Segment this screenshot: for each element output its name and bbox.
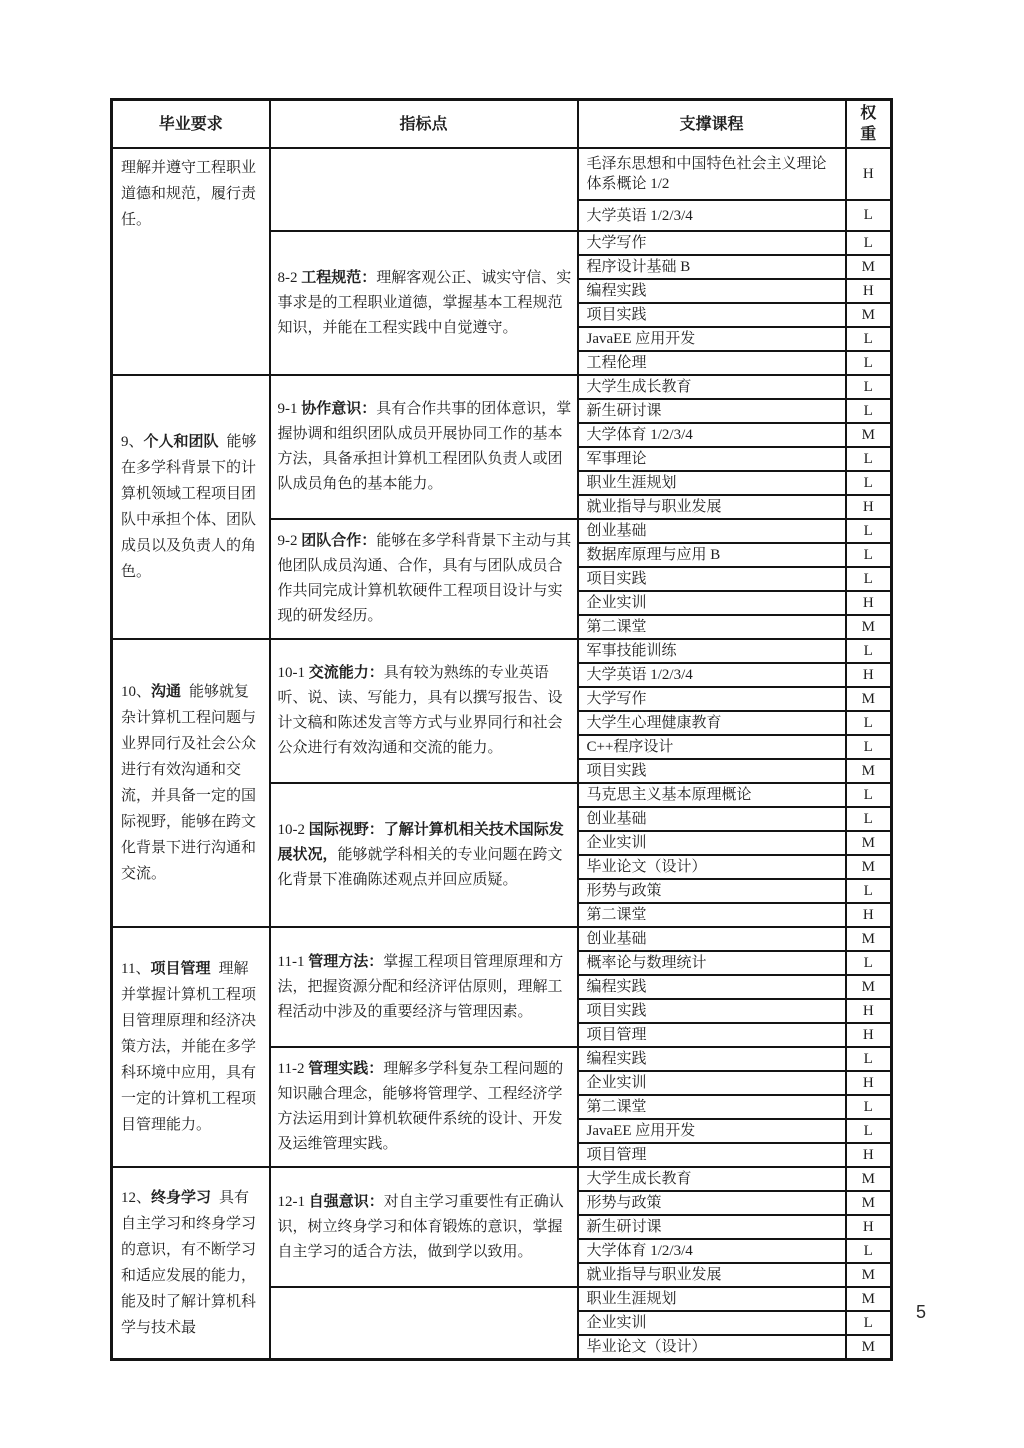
course-weight: H bbox=[846, 148, 892, 200]
requirement-cell bbox=[112, 375, 270, 639]
course-name: 项目管理 bbox=[578, 1023, 846, 1047]
table-header bbox=[112, 100, 892, 149]
course-name: 大学体育 1/2/3/4 bbox=[578, 423, 846, 447]
indicator-cell bbox=[270, 375, 578, 519]
requirement-cell bbox=[112, 927, 270, 1167]
course-name: 创业基础 bbox=[578, 927, 846, 951]
indicator-label: 自强意识： bbox=[308, 1193, 384, 1210]
course-name: 项目实践 bbox=[578, 303, 846, 327]
course-weight: L bbox=[846, 639, 892, 663]
course-weight: M bbox=[846, 759, 892, 783]
course-weight: H bbox=[846, 591, 892, 615]
course-weight: L bbox=[846, 447, 892, 471]
indicator-label: 协作意识： bbox=[301, 401, 377, 417]
course-name: 马克思主义基本原理概论 bbox=[578, 783, 846, 807]
course-weight: H bbox=[846, 1023, 892, 1047]
course-name: 第二课堂 bbox=[578, 903, 846, 927]
course-weight: H bbox=[846, 1071, 892, 1095]
course-weight: L bbox=[846, 783, 892, 807]
course-name: 企业实训 bbox=[578, 831, 846, 855]
course-name: 毛泽东思想和中国特色社会主义理论体系概论 1/2 bbox=[578, 148, 846, 200]
indicator-number: 10-1 bbox=[277, 665, 309, 681]
course-name: 第二课堂 bbox=[578, 615, 846, 639]
indicator-label: 国际视野：了解计算机相关技术国际发展状况， bbox=[277, 821, 564, 863]
course-weight: M bbox=[846, 303, 892, 327]
course-weight: L bbox=[846, 375, 892, 399]
course-weight: L bbox=[846, 200, 892, 231]
course-name: 程序设计基础 B bbox=[578, 255, 846, 279]
course-name: 毕业论文（设计） bbox=[578, 1335, 846, 1360]
requirement-number: 9、 bbox=[121, 434, 144, 450]
course-name: JavaEE 应用开发 bbox=[578, 1119, 846, 1143]
course-weight: H bbox=[846, 495, 892, 519]
requirement-text: 理解并掌握计算机工程项目管理原理和经济决策方法，并能在多学科环境中应用，具有一定的计算机工程项目管理能力。 bbox=[121, 961, 257, 1133]
course-name: 军事技能训练 bbox=[578, 639, 846, 663]
course-name: 项目实践 bbox=[578, 999, 846, 1023]
requirement-title: 沟通 bbox=[151, 684, 182, 700]
course-name: 军事理论 bbox=[578, 447, 846, 471]
indicator-label: 管理方法： bbox=[308, 953, 384, 970]
course-weight: L bbox=[846, 735, 892, 759]
course-weight: L bbox=[846, 1095, 892, 1119]
indicator-text: 具有较为熟练的专业英语听、说、读、写能力，具有以撰写报告、设计文稿和陈述发言等方式与业界同行和社会公众进行有效沟通和交流的能力。 bbox=[277, 665, 563, 756]
requirement-title: 项目管理 bbox=[150, 961, 211, 977]
indicator-text: 能够就学科相关的专业问题在跨文化背景下准确陈述观点并回应质疑。 bbox=[277, 846, 563, 888]
indicator-cell bbox=[270, 783, 578, 927]
course-name: JavaEE 应用开发 bbox=[578, 327, 846, 351]
requirement-title: 终身学习 bbox=[151, 1190, 212, 1206]
course-name: 大学写作 bbox=[578, 687, 846, 711]
header-course: 支撑课程 bbox=[578, 100, 846, 149]
table-body bbox=[112, 148, 892, 1360]
course-weight: M bbox=[846, 423, 892, 447]
course-name: 概率论与数理统计 bbox=[578, 951, 846, 975]
course-weight: M bbox=[846, 927, 892, 951]
course-weight: M bbox=[846, 831, 892, 855]
course-name: 职业生涯规划 bbox=[578, 1287, 846, 1311]
course-name: 大学生成长教育 bbox=[578, 375, 846, 399]
table-row bbox=[112, 1167, 892, 1191]
course-name: 毕业论文（设计） bbox=[578, 855, 846, 879]
course-name: 大学英语 1/2/3/4 bbox=[578, 200, 846, 231]
course-weight: M bbox=[846, 255, 892, 279]
course-name: 数据库原理与应用 B bbox=[578, 543, 846, 567]
course-name: 大学英语 1/2/3/4 bbox=[578, 663, 846, 687]
header-weight: 权重 bbox=[846, 100, 892, 149]
indicator-label: 管理实践： bbox=[308, 1061, 384, 1077]
course-weight: L bbox=[846, 1239, 892, 1263]
table-header-row bbox=[112, 100, 892, 149]
indicator-text: 理解多学科复杂工程问题的知识融合理念，能够将管理学、工程经济学方法运用到计算机软硬件系统的设计、开发及运维管理实践。 bbox=[277, 1061, 564, 1152]
course-name: C++程序设计 bbox=[578, 735, 846, 759]
course-weight: L bbox=[846, 471, 892, 495]
indicator-cell bbox=[270, 1167, 578, 1287]
course-weight: H bbox=[846, 279, 892, 303]
course-name: 第二课堂 bbox=[578, 1095, 846, 1119]
indicator-cell bbox=[270, 927, 578, 1047]
indicator-cell bbox=[270, 1287, 578, 1360]
indicator-label: 交流能力： bbox=[308, 665, 384, 681]
course-name: 大学体育 1/2/3/4 bbox=[578, 1239, 846, 1263]
course-weight: M bbox=[846, 687, 892, 711]
requirement-text: 能够就复杂计算机工程问题与业界同行及社会公众进行有效沟通和交流，并具备一定的国际视野，能够在跨文化背景下进行沟通和交流。 bbox=[121, 684, 257, 882]
course-weight: L bbox=[846, 1311, 892, 1335]
indicator-number: 12-1 bbox=[277, 1193, 309, 1210]
course-weight: M bbox=[846, 615, 892, 639]
course-weight: M bbox=[846, 1287, 892, 1311]
course-name: 创业基础 bbox=[578, 519, 846, 543]
indicator-cell bbox=[270, 148, 578, 231]
course-name: 项目管理 bbox=[578, 1143, 846, 1167]
course-name: 就业指导与职业发展 bbox=[578, 495, 846, 519]
requirement-number: 12、 bbox=[121, 1190, 152, 1206]
page-number: 5 bbox=[915, 1302, 926, 1322]
course-name: 创业基础 bbox=[578, 807, 846, 831]
table-row bbox=[112, 927, 892, 951]
course-weight: H bbox=[846, 1215, 892, 1239]
course-weight: L bbox=[846, 399, 892, 423]
course-name: 职业生涯规划 bbox=[578, 471, 846, 495]
course-name: 形势与政策 bbox=[578, 1191, 846, 1215]
course-weight: M bbox=[846, 1167, 892, 1191]
course-weight: M bbox=[846, 855, 892, 879]
course-weight: M bbox=[846, 975, 892, 999]
course-name: 新生研讨课 bbox=[578, 1215, 846, 1239]
indicator-text: 具有合作共事的团体意识，掌握协调和组织团队成员开展协同工作的基本方法，具备承担计算机工程团队负责人或团队成员角色的基本能力。 bbox=[277, 401, 572, 492]
requirement-text: 能够在多学科背景下的计算机领域工程项目团队中承担个体、团队成员以及负责人的角色。 bbox=[121, 434, 257, 580]
indicator-text: 能够在多学科背景下主动与其他团队成员沟通、合作，具有与团队成员合作共同完成计算机软硬件工程项目设计与实现的研发经历。 bbox=[277, 533, 572, 624]
requirement-number: 10、 bbox=[121, 684, 152, 700]
indicator-cell bbox=[270, 639, 578, 783]
requirement-number: 11、 bbox=[121, 961, 151, 977]
course-name: 大学写作 bbox=[578, 231, 846, 255]
course-name: 编程实践 bbox=[578, 975, 846, 999]
header-requirement: 毕业要求 bbox=[112, 100, 270, 149]
indicator-cell bbox=[270, 519, 578, 639]
indicator-label: 团队合作： bbox=[301, 533, 377, 549]
course-name: 企业实训 bbox=[578, 1311, 846, 1335]
requirement-cell bbox=[112, 1167, 270, 1360]
course-weight: L bbox=[846, 1119, 892, 1143]
indicator-text: 对自主学习重要性有正确认识，树立终身学习和体育锻炼的意识，掌握自主学习的适合方法，做到学以致用。 bbox=[277, 1193, 564, 1260]
curriculum-support-matrix-table bbox=[110, 98, 893, 1361]
course-name: 编程实践 bbox=[578, 279, 846, 303]
indicator-number: 10-2 bbox=[277, 821, 309, 838]
course-weight: L bbox=[846, 351, 892, 375]
indicator-number: 9-1 bbox=[277, 401, 302, 417]
course-weight: L bbox=[846, 951, 892, 975]
table-row bbox=[112, 148, 892, 200]
course-weight: L bbox=[846, 567, 892, 591]
requirement-cell bbox=[112, 148, 270, 375]
indicator-number: 9-2 bbox=[277, 533, 302, 549]
course-weight: M bbox=[846, 1335, 892, 1360]
indicator-cell bbox=[270, 1047, 578, 1167]
course-weight: M bbox=[846, 1263, 892, 1287]
course-weight: L bbox=[846, 543, 892, 567]
indicator-number: 11-1 bbox=[277, 953, 309, 970]
course-name: 形势与政策 bbox=[578, 879, 846, 903]
requirement-title: 个人和团队 bbox=[143, 434, 219, 450]
course-name: 编程实践 bbox=[578, 1047, 846, 1071]
course-name: 大学生心理健康教育 bbox=[578, 711, 846, 735]
course-name: 大学生成长教育 bbox=[578, 1167, 846, 1191]
course-weight: H bbox=[846, 903, 892, 927]
course-weight: L bbox=[846, 1047, 892, 1071]
course-weight: L bbox=[846, 327, 892, 351]
requirement-cell bbox=[112, 639, 270, 927]
requirement-text: 理解并遵守工程职业道德和规范，履行责任。 bbox=[121, 160, 257, 228]
course-name: 工程伦理 bbox=[578, 351, 846, 375]
course-weight: L bbox=[846, 879, 892, 903]
course-name: 企业实训 bbox=[578, 591, 846, 615]
course-weight: L bbox=[846, 807, 892, 831]
course-weight: H bbox=[846, 1143, 892, 1167]
indicator-label: 工程规范： bbox=[301, 269, 377, 286]
indicator-text: 掌握工程项目管理原理和方法，把握资源分配和经济评估原则，理解工程活动中涉及的重要经济与管理因素。 bbox=[277, 953, 564, 1020]
indicator-cell bbox=[270, 231, 578, 375]
course-name: 新生研讨课 bbox=[578, 399, 846, 423]
course-weight: L bbox=[846, 231, 892, 255]
course-weight: M bbox=[846, 1191, 892, 1215]
indicator-number: 8-2 bbox=[277, 269, 302, 286]
course-weight: H bbox=[846, 663, 892, 687]
course-name: 企业实训 bbox=[578, 1071, 846, 1095]
header-indicator: 指标点 bbox=[270, 100, 578, 149]
indicator-text: 理解客观公正、诚实守信、实事求是的工程职业道德，掌握基本工程规范知识，并能在工程实践中自觉遵守。 bbox=[277, 269, 572, 336]
course-weight: H bbox=[846, 999, 892, 1023]
course-weight: L bbox=[846, 519, 892, 543]
course-name: 项目实践 bbox=[578, 759, 846, 783]
course-name: 项目实践 bbox=[578, 567, 846, 591]
table-row bbox=[112, 375, 892, 399]
course-weight: L bbox=[846, 711, 892, 735]
course-name: 就业指导与职业发展 bbox=[578, 1263, 846, 1287]
indicator-number: 11-2 bbox=[277, 1061, 309, 1077]
requirement-text: 具有自主学习和终身学习的意识，有不断学习和适应发展的能力，能及时了解计算机科学与技术最 bbox=[121, 1190, 257, 1336]
table-row bbox=[112, 639, 892, 663]
